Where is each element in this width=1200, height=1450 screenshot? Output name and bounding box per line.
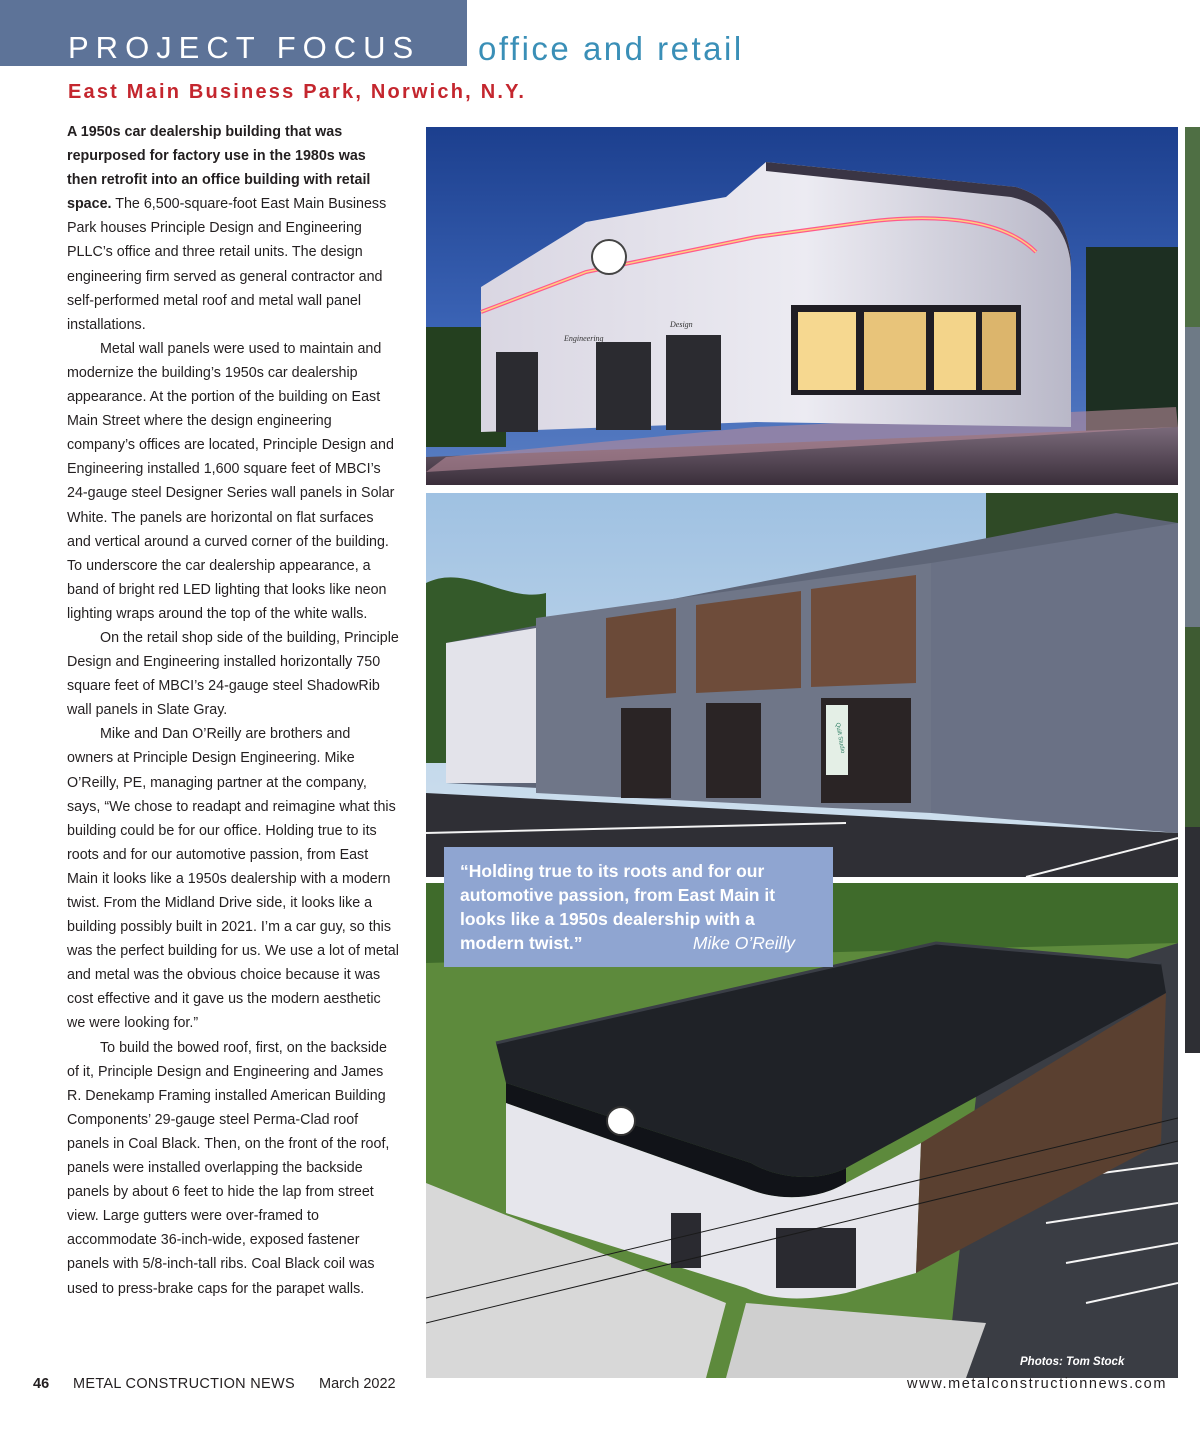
article-paragraph-2: Metal wall panels were used to maintain and modernize the building’s 1950s car dealership appearance. At the portion of the building on East Main Street where the design engineering company’s offices are located, Principle Design and Engineering installed 1,600 square feet of MBCI’s 24-gauge steel Designer Series wall panels in Solar White. The panels are horizontal on flat surfaces and vertical around a curved corner of the building. To underscore the car dealership appearance, a band of bright red LED lighting that looks like neon lighting wraps around the top of the white walls. — [67, 340, 395, 622]
photo-night-facade-image — [426, 127, 1178, 485]
article-lead: A 1950s car dealership building that was repurposed for factory use in the 1980s was then retrofit into an office building with retail space. — [67, 124, 371, 213]
sign-engineering: Engineering — [564, 334, 604, 343]
photo-retail-side-image — [426, 493, 1178, 877]
adjacent-page-edge — [1185, 127, 1200, 1053]
article-paragraph-5: To build the bowed roof, first, on the backside of it, Principle Design and Engineering and James R. Denekamp Framing installed American Building Components’ 29-gauge steel Perma-Clad roof panels in Coal Black. Then, on the front of the roof, panels were installed overlapping the backside panels by about 6 feet to hide the lap from street view. Large gutters were over-framed to accommodate 36-inch-wide, exposed fastener panels with 5/8-inch-tall ribs. Coal Black coil was used to press-brake caps for the parapet walls. — [67, 1039, 390, 1297]
article-paragraph-4: Mike and Dan O’Reilly are brothers and owners at Principle Design Engineering. Mike O’Reilly, PE, managing partner at the company, says, “We chose to readapt and reimagine what this building could be for our office. Holding true to its roots and for our automotive passion, from East Main it looks like a 1950s dealership with a modern twist. From the Midland Drive side, it looks like a building possibly built in 2021. I’m a car guy, so this was the perfect building for us. We use a lot of metal and metal was the obvious choice because it was cost effective and it gave us the modern aesthetic we were looking for.” — [67, 726, 399, 1032]
photo-credit: Photos: Tom Stock — [1020, 1356, 1125, 1368]
pull-quote — [444, 847, 833, 967]
article-body — [67, 120, 399, 1301]
section-topic: office and retail — [478, 30, 744, 67]
photo-night-facade — [426, 127, 1178, 485]
adjacent-page-edge-image — [1185, 127, 1200, 1053]
article-paragraph-1-text: The 6,500-square-foot East Main Business Park houses Principle Design and Engineering PLLC’s office and three retail units. The design engineering firm served as general contractor and self-performed metal roof and metal wall panel installations. — [67, 196, 387, 333]
article-headline: East Main Business Park, Norwich, N.Y. — [68, 81, 527, 103]
photo-retail-side — [426, 493, 1178, 877]
pull-quote-text — [460, 859, 817, 955]
issue-date: March 2022 — [319, 1376, 396, 1392]
sign-design: Design — [670, 320, 693, 329]
article-paragraph-3: On the retail shop side of the building, Principle Design and Engineering installed horizontally 750 square feet of MBCI’s 24-gauge steel ShadowRib wall panels in Slate Gray. — [67, 629, 399, 719]
pull-quote-author: Mike O’Reilly — [692, 933, 795, 953]
page-number: 46 — [33, 1376, 50, 1392]
pull-quote-body: “Holding true to its roots and for our automotive passion, from East Main it looks like a 1950s dealership with a modern twist.” — [460, 861, 776, 953]
article-paragraph-1 — [67, 120, 399, 337]
website-url[interactable]: www.metalconstructionnews.com — [907, 1376, 1167, 1392]
publication-name: METAL CONSTRUCTION NEWS — [73, 1376, 295, 1392]
section-label: PROJECT FOCUS — [68, 30, 421, 65]
sign-retail: Quilt Studio — [834, 722, 846, 754]
